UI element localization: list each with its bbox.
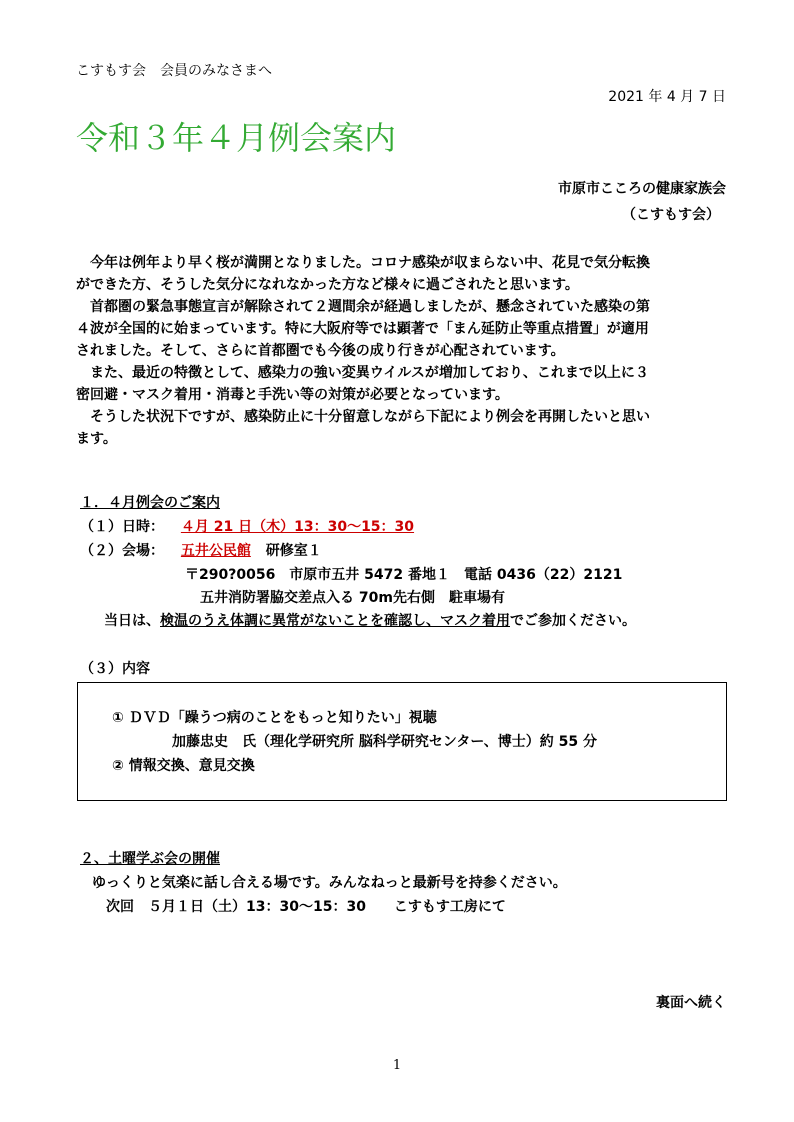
org-short-name: （こすもす会） [622,207,720,223]
notice-prefix: 当日は、 [104,613,160,629]
page-title: 令和３年４月例会案内 [76,119,397,157]
org-name: 市原市こころの健康家族会 [558,181,726,197]
body-line: そうした状況下ですが、感染防止に十分留意しながら下記により例会を再開したいと思い [90,409,650,425]
attendance-notice [104,612,636,630]
datetime-label: （１）日時： [80,519,164,535]
body-line: ４波が全国的に始まっています。特に大阪府等では顕著で「まん延防止等重点措置」が適用 [76,321,649,337]
section2-next-session: 次回 ５月１日（土）13：30～15：30 こすもす工房にて [106,899,506,915]
content-item-dvd: ① ＤＶＤ「躁うつ病のことをもっと知りたい」視聴 [112,710,437,726]
content-item-dvd-detail: 加藤忠史 氏（理化学研究所 脳科学研究センター、博士）約 55 分 [172,734,597,750]
venue-room: 研修室１ [265,543,322,559]
venue-name: 五井公民館 [180,543,251,559]
venue-label: （２）会場： [80,543,164,559]
page-number: 1 [392,1058,402,1073]
body-line: また、最近の特徴として、感染力の強い変異ウイルスが増加しており、これまで以上に３ [90,365,649,381]
section2-description: ゆっくりと気楽に話し合える場です。みんなねっと最新号を持参ください。 [92,875,567,891]
datetime-row [80,518,414,536]
body-line: 密回避・マスク着用・消毒と手洗い等の対策が必要となっています。 [76,387,509,403]
venue-address: 〒290?0056 市原市五井 5472 番地１ 電話 0436（22）2121 [185,567,623,583]
section1-heading: １．４月例会のご案内 [80,495,220,511]
content-label: （３）内容 [80,661,150,677]
date-line: 2021 年 4 月 7 日 [608,89,726,105]
body-line: 首都圏の緊急事態宣言が解除されて２週間余が経過しましたが、懸念されていた感染の第 [90,299,650,315]
notice-suffix: でご参加ください。 [510,613,636,629]
recipient-line: こすもす会 会員のみなさまへ [76,63,272,79]
content-box [77,682,727,801]
venue-row [80,542,322,560]
body-line: 今年は例年より早く桜が満開となりました。コロナ感染が収まらない中、花見で気分転換 [90,255,650,271]
notice-requirement: 検温のうえ体調に異常がないことを確認し、マスク着用 [160,613,510,629]
continued-note: 裏面へ続く [656,995,726,1011]
venue-directions: 五井消防署脇交差点入る 70m先右側 駐車場有 [200,590,505,606]
body-line: ができた方、そうした気分になれなかった方など様々に過ごされたと思います。 [76,277,579,293]
datetime-value: ４月 21 日（木）13：30～15：30 [180,519,415,535]
section2-heading: ２、土曜学ぶ会の開催 [80,851,220,867]
body-line: ます。 [76,431,117,447]
content-item-exchange: ② 情報交換、意見交換 [112,758,255,774]
body-line: されました。そして、さらに首都圏でも今後の成り行きが心配されています。 [76,343,565,359]
